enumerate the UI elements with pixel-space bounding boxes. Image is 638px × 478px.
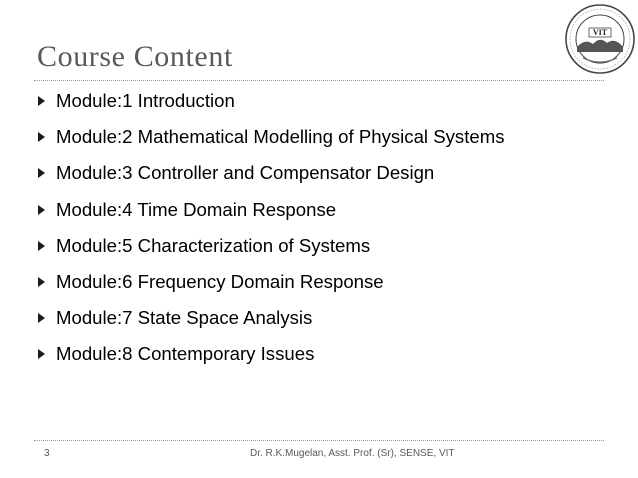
bullet-text: Module:6 Frequency Domain Response — [56, 270, 384, 292]
bullet-text: Module:2 Mathematical Modelling of Physical Systems — [56, 126, 505, 148]
university-logo — [563, 2, 637, 76]
slide-title: Course Content — [37, 40, 233, 73]
triangle-bullet-icon — [38, 313, 45, 323]
triangle-bullet-icon — [38, 132, 45, 142]
bullet-text: Module:4 Time Domain Response — [56, 198, 337, 220]
footer-author: Dr. R.K.Mugelan, Asst. Prof. (Sr), SENSE, VIT — [250, 448, 455, 459]
triangle-bullet-icon — [38, 277, 45, 287]
bullet-text: Module:3 Controller and Compensator Design — [56, 162, 435, 184]
triangle-bullet-icon — [38, 241, 45, 251]
footer-divider — [34, 440, 604, 441]
bullet-text: Module:8 Contemporary Issues — [56, 343, 315, 365]
bullet-text: Module:5 Characterization of Systems — [56, 234, 371, 256]
triangle-bullet-icon — [38, 205, 45, 215]
triangle-bullet-icon — [38, 96, 45, 106]
title-divider — [34, 80, 604, 81]
bullet-text: Module:1 Introduction — [56, 90, 235, 111]
triangle-bullet-icon — [38, 349, 45, 359]
page-number: 3 — [44, 448, 50, 459]
svg-text:VIT: VIT — [592, 28, 608, 37]
triangle-bullet-icon — [38, 168, 45, 178]
bullet-text: Module:7 State Space Analysis — [56, 307, 313, 329]
